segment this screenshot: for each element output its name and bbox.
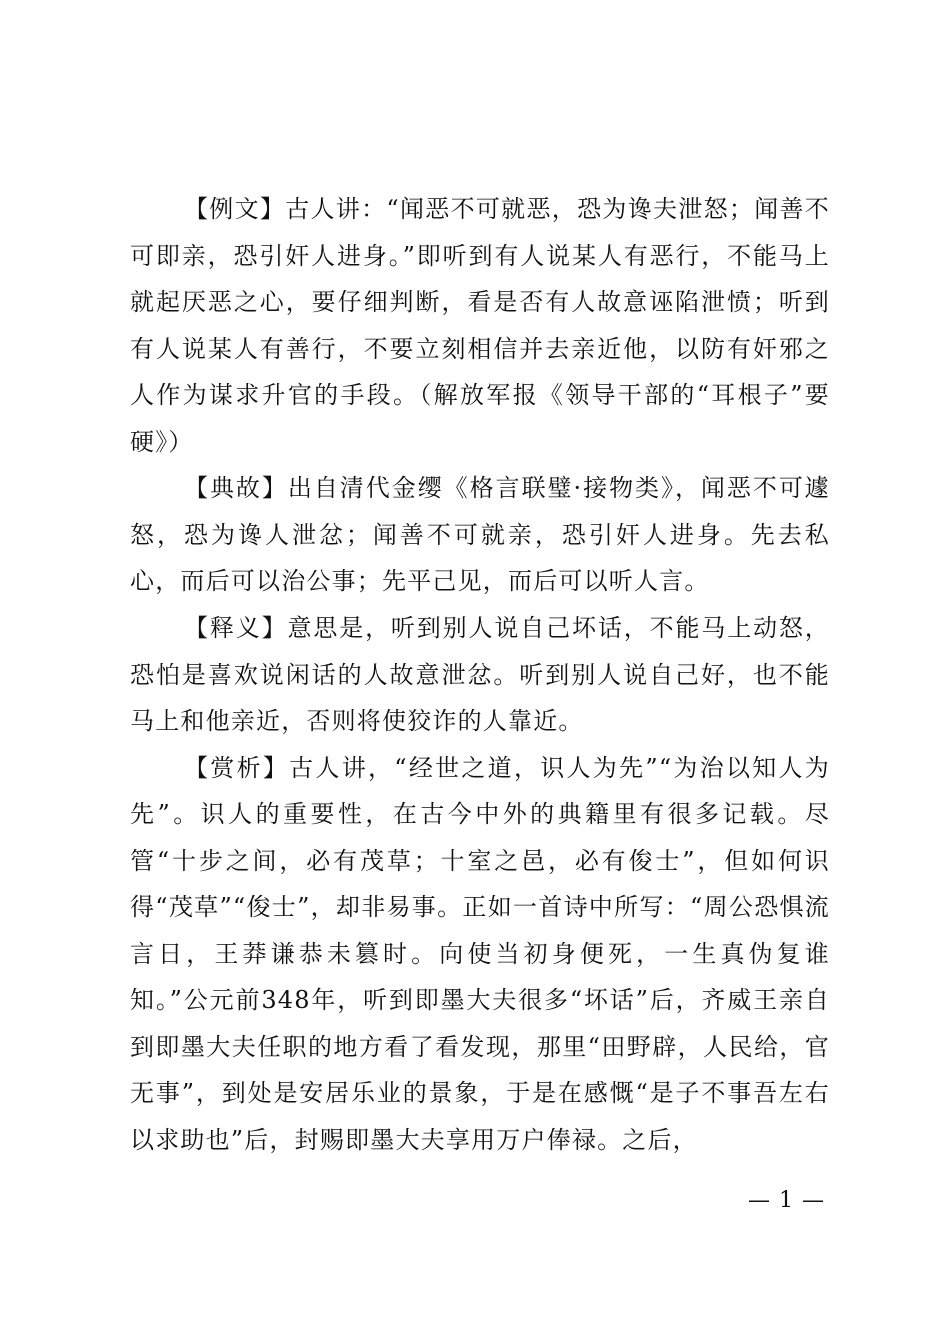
paragraph-example: 【例文】古人讲：“闻恶不可就恶，恐为谗夫泄怒；闻善不可即亲，恐引奸人进身。”即听到有人说某人有恶行，不能马上就起厌恶之心，要仔细判断，看是否有人故意诬陷泄愤；听到有人说某人有善行，不要立刻相信并去亲近他，以防有奸邪之人作为谋求升官的手段。（解放军报《领导干部的“耳根子”要硬》） xyxy=(130,195,830,456)
paragraph-appreciation: 【赏析】古人讲，“经世之道，识人为先”“为治以知人为先”。识人的重要性，在古今中外的典籍里有很多记载。尽管“十步之间，必有茂草；十室之邑，必有俊士”，但如何识得“茂草”“俊士”，却非易事。正如一首诗中所写：“周公恐惧流言日，王莽谦恭未篡时。向使当初身便死，一生真伪复谁知。”公元前348年，听到即墨大夫很多“坏话”后，齐威王亲自到即墨大夫任职的地方看了看发现，那里“田野辟，人民给，官无事”，到处是安居乐业的景象，于是在感慨“是子不事吾左右以求助也”后，封赐即墨大夫享用万户俸禄。之后， xyxy=(130,753,830,1154)
page-number: — 1 — xyxy=(748,1188,825,1213)
paragraph-allusion: 【典故】出自清代金缨《格言联璧·接物类》，闻恶不可遽怒，恐为谗人泄忿；闻善不可就亲，恐引奸人进身。先去私心，而后可以治公事；先平己见，而后可以听人言。 xyxy=(130,474,830,596)
body-text xyxy=(130,186,830,1164)
paragraph-interpretation: 【释义】意思是，听到别人说自己坏话，不能马上动怒，恐怕是喜欢说闲话的人故意泄忿。听到别人说自己好，也不能马上和他亲近，否则将使狡诈的人靠近。 xyxy=(130,614,830,736)
